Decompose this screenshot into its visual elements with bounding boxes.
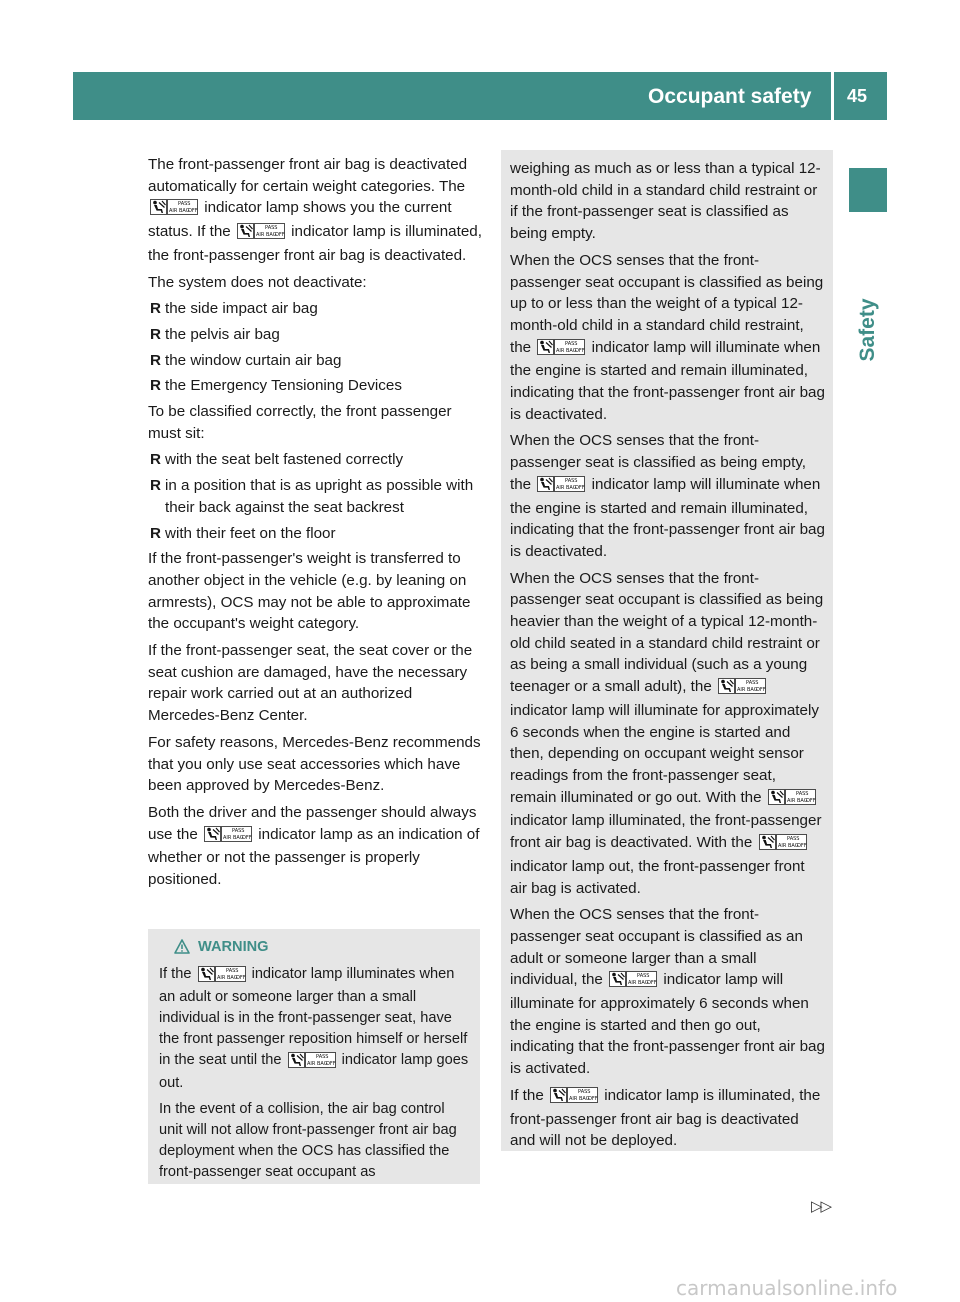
seated-occupant-airbag-icon [537,339,554,355]
seated-occupant-airbag-icon [759,834,776,850]
indicator-label: OFF [575,347,586,354]
indicator-label: AIR BAG [255,231,277,238]
indicator-label: AIR BAG [737,686,758,693]
list-item-text: in a position that is as upright as possible with their back against the seat backrest [165,477,474,516]
list-item-text: the pelvis air bag [165,325,280,343]
list-item-text: the window curtain air bag [165,351,342,369]
indicator-label: OFF [188,208,198,215]
warning-box [148,929,480,1184]
pass-airbag-off-indicator [609,971,657,993]
pass-airbag-off-indicator [759,834,807,856]
text-run: indicator lamp will illuminate for approximately 6 seconds when the engine is started and then, depending on occupant weight sensor readings from the front-passenger seat, remain illuminated or go out. With the [510,701,819,806]
pass-airbag-off-indicator [537,476,585,498]
indicator-label: PASS [232,827,245,834]
text-run: indicator lamp is illuminated, the front-passenger front air bag is deactivated and will not be deployed. [510,1086,821,1150]
warning-triangle-icon [174,939,190,961]
seated-occupant-airbag-icon [550,1087,567,1103]
paragraph [510,250,825,426]
indicator-label: AIR BAG [556,347,577,354]
indicator-label: PASS [637,973,650,980]
seated-occupant-airbag-icon [198,966,215,982]
paragraph [510,568,825,900]
pass-airbag-off-icon [735,678,766,694]
text-run: The front-passenger front air bag is deactivated automatically for certain weight categories. The [148,156,468,195]
pass-airbag-off-indicator [537,339,585,361]
paragraph: For safety reasons, Mercedes-Benz recommends that you only use seat accessories which have been approved by Mercedes-Benz. [148,733,481,795]
paragraph: If the front-passenger seat, the seat cover or the seat cushion are damaged, have the necessary repair work carried out at an authorized Mercedes-Benz Center. [148,642,473,725]
seated-occupant-airbag-icon [768,789,785,805]
indicator-label: AIR BAG [569,1095,590,1102]
pass-airbag-off-indicator [288,1052,336,1073]
indicator-label: AIR BAG [777,842,799,849]
indicator-label: PASS [565,478,578,485]
text-run: When the OCS senses that the front-passenger seat occupant is classified as being heavier than the weight of a typical 12-month-old child seated in a standard child restraint or as being a small individual (such as a young teenager or a small adult), the [510,569,824,696]
list-item: R the side impact air bag [150,300,318,318]
right-column [501,150,833,1151]
continue-arrows: ▷▷ [811,1198,831,1215]
warning-title: WARNING [198,939,269,955]
list-item-text: the Emergency Tensioning Devices [165,377,402,395]
pass-airbag-off-indicator [237,223,285,245]
paragraph [510,904,825,1080]
pass-airbag-off-icon [785,789,816,805]
pass-airbag-off-icon [554,339,585,355]
indicator-label: OFF [647,980,657,987]
pass-airbag-off-indicator [204,826,252,848]
indicator-label: OFF [325,1060,336,1067]
indicator-label: PASS [786,836,799,843]
pass-airbag-off-indicator [768,789,816,811]
text-run: When the OCS senses that the front-passenger seat occupant is classified as an adult or someone larger than a small individual, the [510,906,803,989]
text-run: If the [159,966,196,982]
indicator-label: AIR BAG [786,797,808,804]
list-item-text: with the seat belt fastened correctly [165,451,404,469]
paragraph: In the event of a collision, the air bag control unit will not allow front-passenger front air bag deployment when the OCS has classified the front-passenger seat occupant as [159,1101,457,1180]
indicator-label: PASS [225,968,238,975]
indicator-label: OFF [805,797,816,804]
list-item: R with their feet on the floor [150,524,336,542]
paragraph: If the front-passenger's weight is transferred to another object in the vehicle (e.g. by leaning on armrests), OCS may not be able to approximate the occupant's weight category. [148,550,471,633]
text-run: indicator lamp goes out. [159,1052,469,1091]
left-column [148,154,482,896]
text-run: If the [510,1086,548,1104]
text-run: indicator lamp illuminated, the front-passenger front air bag is deactivated. With the [510,812,822,852]
indicator-label: PASS [178,201,191,208]
list-item: R the window curtain air bag [150,351,342,369]
list-item-text: with their feet on the floor [165,524,336,542]
page-title: Occupant safety [648,85,812,108]
side-tab-marker [849,168,887,212]
indicator-label: OFF [575,484,586,491]
indicator-label: AIR BAG [306,1060,328,1067]
seated-occupant-airbag-icon [609,971,626,987]
list-item-text: the side impact air bag [165,300,318,318]
indicator-label: PASS [795,790,809,797]
indicator-label: AIR BAG [628,980,649,987]
indicator-label: AIR BAG [556,484,577,491]
text-run: indicator lamp is illuminated, the front-passenger front air bag is deactivated. [148,223,482,264]
paragraph [510,1085,825,1152]
text-run: indicator lamp shows you the current status. If the [148,199,452,241]
list-item: R in a position that is as upright as possible with their back against the seat backrest [150,477,474,516]
text-run: Both the driver and the passenger should always use the [148,803,477,843]
text-run: indicator lamp will illuminate when the engine is started and remain illuminated, indicating that the front-passenger front air bag is deactivated. [510,475,825,560]
paragraph [159,964,470,1094]
indicator-label: PASS [578,1089,591,1096]
indicator-label: OFF [235,974,246,981]
text-run: indicator lamp as an indication of whether or not the passenger is properly positioned. [148,825,480,889]
pass-airbag-off-icon [626,971,657,987]
pass-airbag-off-icon [254,223,285,239]
indicator-label: OFF [796,842,807,849]
paragraph [148,154,482,267]
seated-occupant-airbag-icon [537,476,554,492]
indicator-label: PASS [315,1054,329,1061]
seated-occupant-airbag-icon [718,678,735,694]
pass-airbag-off-icon [221,826,252,842]
paragraph [510,430,825,562]
indicator-label: AIR BAG [216,974,238,981]
side-tab-label: Safety [856,298,879,362]
indicator-label: OFF [756,686,766,693]
indicator-label: OFF [274,231,285,238]
indicator-label: AIR BAG [223,834,244,841]
seated-occupant-airbag-icon [150,199,167,215]
pass-airbag-off-icon [305,1052,336,1068]
seated-occupant-airbag-icon [288,1052,305,1068]
indicator-label: AIR BAG [169,208,190,215]
indicator-label: OFF [242,834,252,841]
indicator-label: PASS [746,680,759,687]
pass-airbag-off-indicator [198,966,246,987]
indicator-label: OFF [588,1095,598,1102]
pass-airbag-off-icon [167,199,198,215]
seated-occupant-airbag-icon [204,826,221,842]
paragraph: The system does not deactivate: [148,273,367,291]
list-item: R with the seat belt fastened correctly [150,451,404,469]
paragraph: To be classified correctly, the front passenger must sit: [148,403,452,442]
text-run: indicator lamp out, the front-passenger front air bag is activated. [510,857,805,897]
pass-airbag-off-indicator [718,678,766,700]
paragraph: weighing as much as or less than a typical 12-month-old child in a standard child restraint or if the front-passenger seat is classified as being empty. [510,160,821,243]
text-run: When the OCS senses that the front-passenger seat occupant is classified as being up to or less than the weight of a typical 12-month-old child in a standard child restraint, the [510,251,824,356]
seated-occupant-airbag-icon [237,223,254,239]
indicator-label: PASS [565,340,578,347]
list-item: R the Emergency Tensioning Devices [150,377,402,395]
indicator-label: PASS [264,225,278,232]
watermark: carmanualsonline.info [676,1276,898,1300]
pass-airbag-off-icon [554,476,585,492]
pass-airbag-off-indicator [150,199,198,221]
page-number: 45 [847,86,868,106]
paragraph [148,802,482,891]
pass-airbag-off-icon [567,1087,598,1103]
warning-heading [174,937,470,961]
header-divider [831,72,834,120]
pass-airbag-off-icon [215,966,246,982]
text-run: indicator lamp will illuminate for approximately 6 seconds when the engine is started and then go out, indicating that the front-passenger front air bag is activated. [510,971,825,1078]
text-run: indicator lamp will illuminate when the engine is started and remain illuminated, indicating that the front-passenger front air bag is deactivated. [510,338,825,423]
pass-airbag-off-icon [776,834,807,850]
text-run: When the OCS senses that the front-passenger seat is classified as being empty, the [510,432,807,493]
list-item: R the pelvis air bag [150,325,280,343]
pass-airbag-off-indicator [550,1087,598,1109]
text-run: indicator lamp illuminates when an adult or someone larger than a small individual is in the front-passenger seat, have the front passenger reposition himself or herself in the seat until the [159,966,468,1068]
